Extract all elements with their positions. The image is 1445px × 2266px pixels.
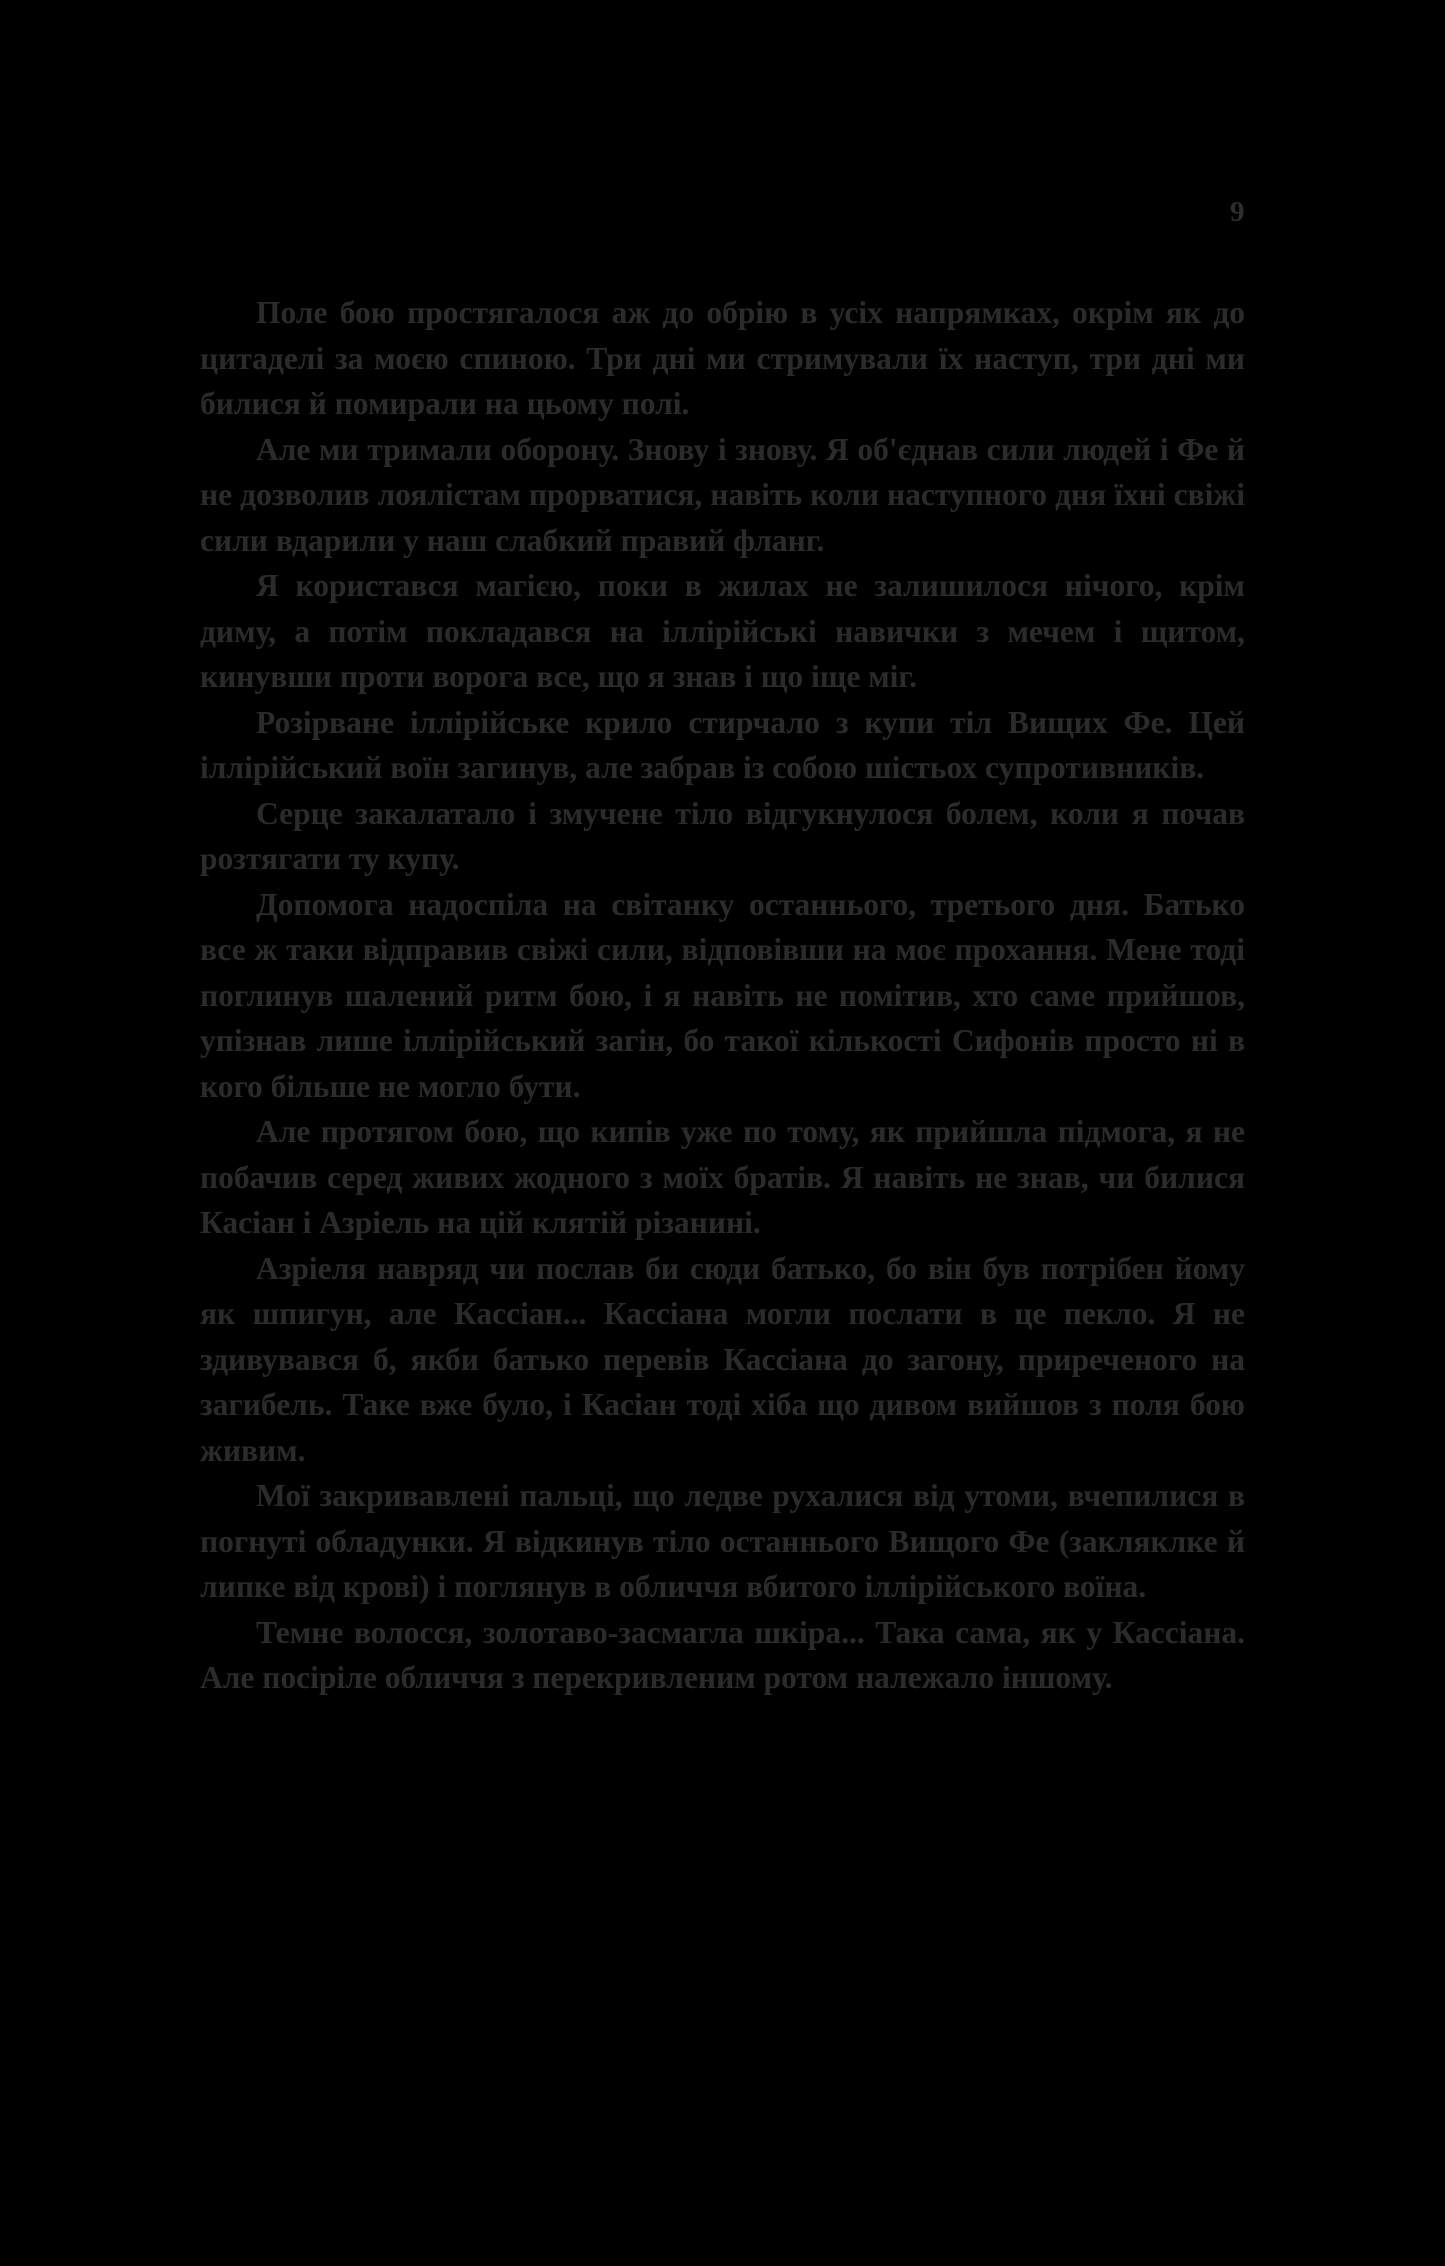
paragraph: Але протягом бою, що кипів уже по тому, як прийшла підмога, я не побачив серед живих жодного з моїх братів. Я навіть не знав, чи билися Касіан і Азріель на цій клятій різанині.: [200, 1114, 1245, 1240]
page-body-text: [200, 290, 1245, 1701]
paragraph: Азріеля навряд чи послав би сюди батько, бо він був потрібен йому як шпигун, але Кассіан... Кассіана могли послати в це пекло. Я не здивувався б, якби батько перевів Кассіана до загону, приреченого на загибель. Таке вже було, і Касіан тоді хіба що дивом вийшов з поля бою живим.: [200, 1250, 1245, 1468]
paragraph: Але ми тримали оборону. Знову і знову. Я об'єднав сили людей і Фе й не дозволив лоялістам прорватися, навіть коли наступного дня їхні свіжі сили вдарили у наш слабкий правий фланг.: [200, 431, 1245, 558]
paragraph: Поле бою простягалося аж до обрію в усіх напрямках, окрім як до цитаделі за моєю спиною. Три дні ми стримували їх наступ, три дні ми билися й помирали на цьому полі.: [200, 295, 1245, 421]
paragraph: Серце закалатало і змучене тіло відгукнулося болем, коли я почав розтягати ту купу.: [200, 795, 1245, 876]
paragraph: Мої закривавлені пальці, що ледве рухалися від утоми, вчепилися в погнуті обладунки. Я відкинув тіло останнього Вищого Фе (закляклке й липке від крові) і поглянув в обличчя вбитого іллірійського воїна.: [200, 1478, 1245, 1604]
paragraph: Розірване іллірійське крило стирчало з купи тіл Вищих Фе. Цей іллірійський воїн загинув, але забрав із собою шістьох супротивників.: [200, 704, 1245, 785]
paragraph: Я користався магією, поки в жилах не залишилося нічого, крім диму, а потім покладався на іллірійські навички з мечем і щитом, кинувши проти ворога все, що я знав і що іще міг.: [200, 568, 1245, 694]
page-number: 9: [1230, 196, 1245, 228]
paragraph: Темне волосся, золотаво-засмагла шкіра... Така сама, як у Кассіана. Але посіріле обличчя з перекривленим ротом належало іншому.: [200, 1614, 1245, 1695]
paragraph: Допомога надоспіла на світанку останнього, третього дня. Батько все ж таки відправив свіжі сили, відповівши на моє прохання. Мене тоді поглинув шалений ритм бою, і я навіть не помітив, хто саме прийшов, упізнав лише іллірійський загін, бо такої кількості Сифонів просто ні в кого більше не могло бути.: [200, 886, 1245, 1104]
